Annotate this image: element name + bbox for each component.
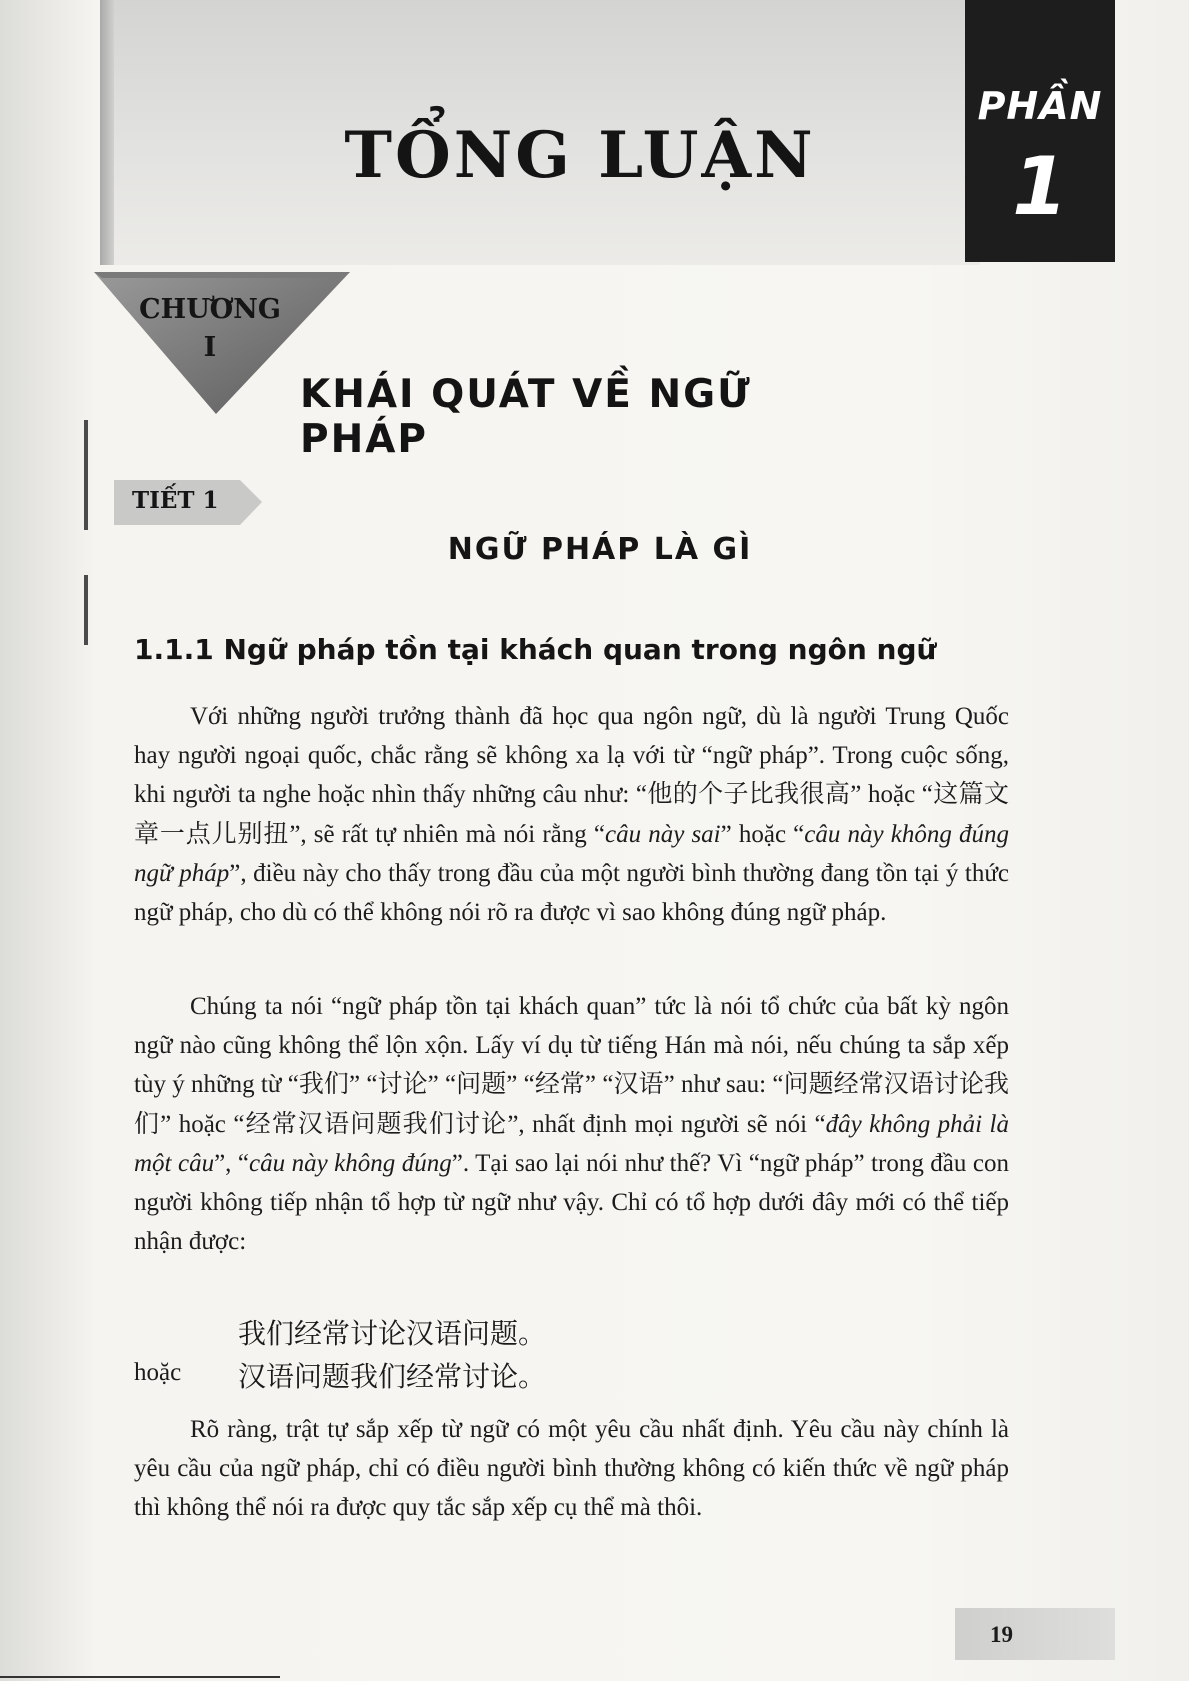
paragraph-2-text-a: Chúng ta nói “ngữ pháp tồn tại khách quan” tức là nói tổ chức của bất kỳ ngôn ngữ nào cũng không thể lộn xộn. Lấy ví dụ từ tiếng Hán mà nói, nếu chúng ta sắp xếp tùy ý những từ “我们” “讨论” “问题” “经常” “汉语” như sau: “问题经常汉语讨论我们” hoặc “经常汉语问题我们讨论”, nhất định mọi người sẽ nói “ — [134, 993, 1009, 1138]
bottom-rule — [0, 1676, 280, 1678]
paragraph-1-italic-2: câu này không đúng ngữ pháp — [134, 820, 1009, 887]
chapter-word: CHƯƠNG — [139, 294, 281, 325]
chapter-number: I — [203, 332, 217, 363]
example-sentence-2: 汉语问题我们经常讨论。 — [238, 1360, 547, 1393]
paragraph-2 — [134, 987, 1009, 1261]
paragraph-2-italic-2: câu này không đúng — [249, 1149, 452, 1177]
paragraph-3: Rõ ràng, trật tự sắp xếp từ ngữ có một yêu cầu nhất định. Yêu cầu này chính là yêu cầu của ngữ pháp, chỉ có điều người bình thường không có kiến thức về ngữ pháp thì không thể nói ra được quy tắc sắp xếp cụ thể mà thôi. — [134, 1416, 1009, 1522]
page-number: 19 — [990, 1622, 1013, 1647]
paragraph-1-text-b: ” hoặc “ — [720, 820, 805, 848]
paragraph-2-text-b: ”, “ — [214, 1149, 249, 1177]
paragraph-1 — [134, 697, 1009, 932]
example-or-label: hoặc — [134, 1359, 182, 1386]
part-title: TỔNG LUẬN — [344, 118, 816, 193]
part-number: 1 — [1012, 140, 1068, 233]
page-number-tab — [955, 1608, 1115, 1660]
paragraph-1-text-a: Với những người trưởng thành đã học qua ngôn ngữ, dù là người Trung Quốc hay người ngoại quốc, chắc rằng sẽ không xa lạ với từ “ngữ pháp”. Trong cuộc sống, khi người ta nghe hoặc nhìn thấy những câu như: “他的个子比我很高” hoặc “这篇文章一点儿别扭”, sẽ rất tự nhiên mà nói rằng “ — [134, 703, 1009, 848]
subsection-heading: 1.1.1 Ngữ pháp tồn tại khách quan trong ngôn ngữ — [134, 633, 937, 666]
margin-mark — [84, 420, 88, 530]
section-title: NGỮ PHÁP LÀ GÌ — [447, 532, 753, 567]
part-label: PHẦN — [977, 84, 1103, 128]
chapter-title: KHÁI QUÁT VỀ NGỮ PHÁP — [300, 372, 752, 462]
margin-mark — [84, 575, 88, 645]
paragraph-2-text-c: ”. Tại sao lại nói như thế? Vì “ngữ pháp” trong đầu con người không tiếp nhận tổ hợp từ ngữ như vậy. Chỉ có tổ hợp dưới đây mới có thể tiếp nhận được: — [134, 1149, 1009, 1256]
part-badge — [965, 0, 1115, 262]
section-tag-label: TIẾT 1 — [132, 487, 219, 514]
paragraph-1-italic-1: câu này sai — [604, 820, 721, 848]
example-sentence-1: 我们经常讨论汉语问题。 — [238, 1317, 547, 1350]
paragraph-1-text-c: ”, điều này cho thấy trong đầu của một người bình thường đang tồn tại ý thức ngữ pháp, cho dù có thể không nói rõ ra được vì sao không đúng ngữ pháp. — [134, 859, 1009, 927]
paragraph-2-italic-1: đây không phải là một câu — [134, 1110, 1009, 1177]
